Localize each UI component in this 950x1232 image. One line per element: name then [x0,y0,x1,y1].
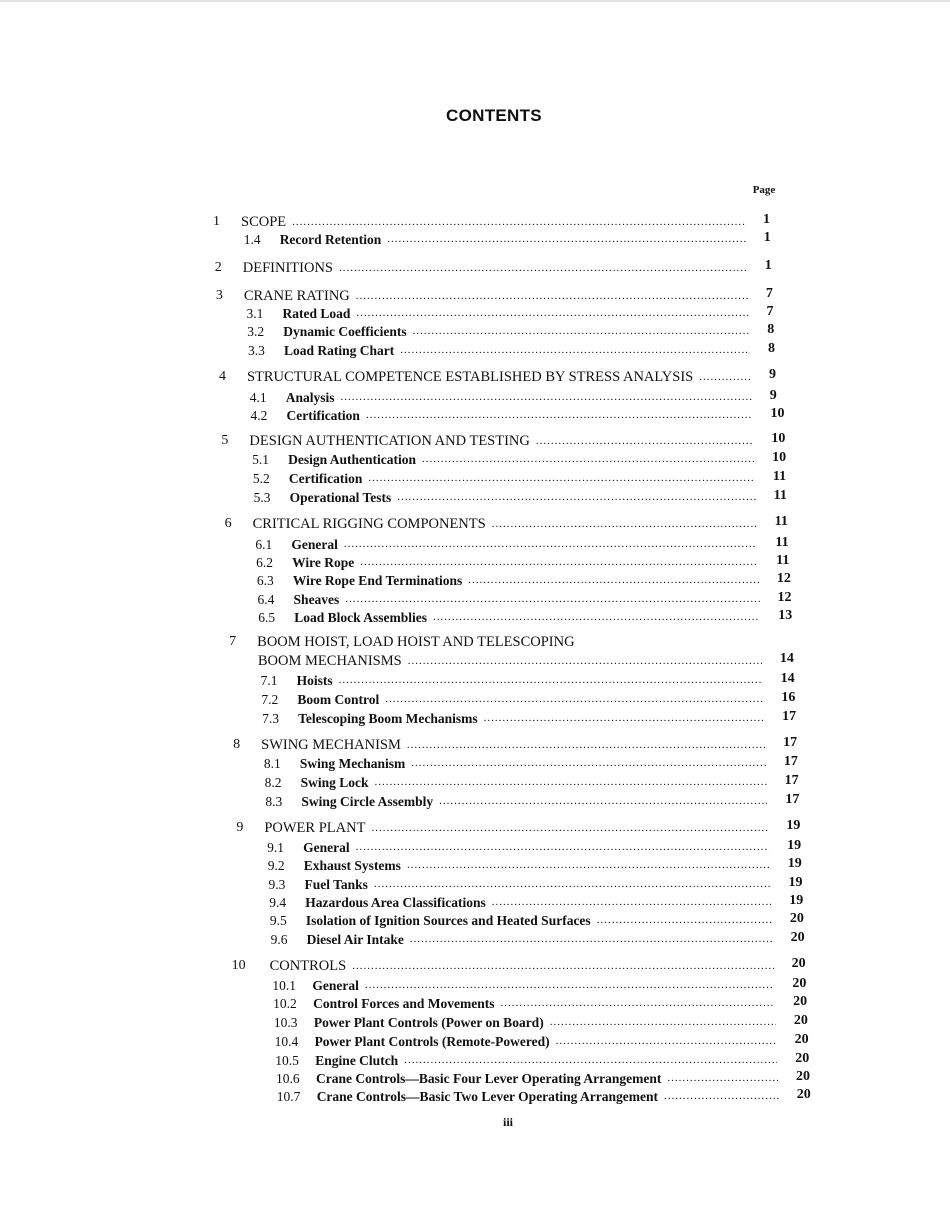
subsection-title[interactable] [294,610,760,626]
subsection-title[interactable] [301,775,767,791]
dot-leader [404,1055,777,1069]
section-title[interactable] [241,214,745,231]
dot-leader [356,842,770,856]
dot-leader [410,934,773,948]
subsection-title[interactable] [293,573,759,589]
subsection-number: 10.2 [273,996,297,1011]
section-page: 14 [779,651,794,666]
page-top-edge [0,0,950,2]
dot-leader [492,519,757,533]
section-page: 10 [771,431,786,446]
subsection-title[interactable] [312,978,774,994]
subsection-page: 17 [784,773,799,788]
subsection-number: 6.5 [258,610,276,625]
dot-leader [366,410,753,424]
subsection-title-label: Certification [288,471,363,486]
dot-leader [664,1091,779,1105]
subsection-title[interactable] [316,1071,778,1087]
section-title-label: DESIGN AUTHENTICATION AND TESTING [249,433,530,449]
subsection-number: 10.1 [272,978,297,993]
dot-leader [292,217,745,231]
subsection-number: 7.1 [260,673,278,688]
subsection-title-label: Control Forces and Movements [313,996,495,1011]
subsection-title-label: Telescoping Boom Mechanisms [298,711,478,726]
subsection-number: 4.1 [249,390,267,405]
dot-leader [365,980,775,994]
section-number: 5 [221,433,229,448]
subsection-number: 8.1 [263,756,281,771]
section-page: 1 [763,212,770,227]
subsection-number: 7.3 [262,711,279,726]
subsection-number: 5.3 [253,490,271,505]
subsection-title-label: Swing Mechanism [299,756,406,771]
subsection-title[interactable] [315,1053,777,1069]
section-title-label: STRUCTURAL COMPETENCE ESTABLISHED BY STRESS ANALYSIS [246,369,694,385]
section-title[interactable] [243,260,747,277]
subsection-title[interactable] [291,537,757,553]
section-number: 3 [215,288,223,303]
dot-leader [374,879,771,893]
dot-leader [356,291,748,305]
subsection-number: 8.3 [265,794,283,809]
subsection-title[interactable] [289,471,755,487]
subsection-title[interactable] [292,555,758,571]
section-title[interactable] [249,433,753,450]
subsection-title-label: Dynamic Coefficients [283,324,407,339]
dot-leader [339,263,747,277]
dot-leader [341,392,752,406]
subsection-title-label: Boom Control [297,692,380,707]
section-title-cont-label: BOOM MECHANISMS [257,653,402,669]
subsection-title-label: Exhaust Systems [303,858,401,873]
subsection-page: 12 [777,590,792,605]
subsection-title-label: Swing Lock [300,775,369,790]
subsection-number: 9.5 [269,913,287,928]
subsection-page: 20 [795,1051,810,1066]
section-title[interactable] [264,820,768,837]
subsection-page: 14 [780,671,795,686]
subsection-number: 9.4 [269,895,287,910]
section-page: 17 [783,735,798,750]
section-number: 1 [213,214,220,229]
section-number: 8 [233,737,241,752]
section-number: 10 [231,958,246,973]
subsection-title-label: Sheaves [293,592,340,607]
subsection-page: 17 [783,754,798,769]
subsection-page: 20 [796,1087,811,1102]
subsection-page: 16 [781,690,796,705]
dot-leader [597,915,772,929]
subsection-page: 10 [770,406,785,421]
subsection-title[interactable] [283,306,749,322]
subsection-title-label: Wire Rope [292,555,355,570]
section-title-cont[interactable] [258,653,762,670]
subsection-title-label: Analysis [285,390,335,405]
section-title-label: POWER PLANT [264,820,366,836]
subsection-title-label: Hazardous Area Classifications [305,895,486,910]
subsection-title-label: Wire Rope End Terminations [292,573,463,588]
subsection-title-label: Design Authentication [288,452,417,467]
section-page: 20 [791,956,806,971]
subsection-title-label: Load Block Assemblies [294,610,428,625]
dot-leader [397,492,755,506]
subsection-page: 20 [793,994,808,1009]
subsection-page: 17 [782,709,797,724]
section-page: 1 [764,258,772,273]
subsection-title[interactable] [288,452,754,468]
subsection-title-label: Certification [286,408,360,423]
section-title-label: CRANE RATING [243,288,350,304]
section-title[interactable] [247,369,751,386]
subsection-title[interactable] [301,794,767,810]
subsection-title[interactable] [314,1015,776,1031]
dot-leader [344,539,758,553]
dot-leader [368,473,755,487]
subsection-title-label: Swing Circle Assembly [301,794,434,809]
subsection-number: 5.1 [252,452,270,467]
subsection-title-label: Isolation of Ignition Sources and Heated Surfaces [305,913,591,928]
section-number: 4 [218,369,226,384]
subsection-title-label: Record Retention [279,232,382,247]
dot-leader [667,1073,778,1087]
subsection-page: 11 [772,469,787,484]
subsection-title-label: Power Plant Controls (Remote-Powered) [314,1034,550,1049]
dot-leader [468,575,759,589]
subsection-title-label: Rated Load [282,306,351,321]
dot-leader [413,326,750,340]
subsection-title-label: Crane Controls—Basic Four Lever Operating Arrangement [315,1071,662,1086]
section-title[interactable] [253,516,757,533]
subsection-page: 19 [789,893,804,908]
subsection-number: 1.4 [243,232,261,247]
subsection-title[interactable] [297,673,763,689]
subsection-number: 6.2 [256,555,273,570]
subsection-title[interactable] [317,1089,779,1105]
dot-leader [371,823,768,837]
section-title-label: BOOM HOIST, LOAD HOIST AND TELESCOPING [257,634,575,650]
subsection-title[interactable] [313,996,775,1012]
dot-leader [345,594,759,608]
section-page: 7 [765,286,773,301]
subsection-number: 8.2 [264,775,282,790]
subsection-page: 20 [795,1069,810,1084]
subsection-title[interactable] [304,858,770,874]
page-number-footer: iii [502,1115,513,1129]
subsection-number: 6.1 [255,537,273,552]
subsection-number: 10.3 [273,1015,298,1030]
subsection-title-label: Power Plant Controls (Power on Board) [313,1015,544,1030]
dot-leader [356,308,748,322]
subsection-title-label: Diesel Air Intake [306,932,404,947]
subsection-page: 20 [794,1032,809,1047]
subsection-page: 10 [772,450,787,465]
subsection-title[interactable] [297,692,763,708]
subsection-page: 19 [787,838,802,853]
subsection-title[interactable] [306,913,772,929]
section-title[interactable] [261,737,765,754]
subsection-number: 9.3 [268,877,286,892]
subsection-number: 3.1 [246,306,264,321]
subsection-title-label: Fuel Tanks [304,877,368,892]
subsection-page: 13 [778,608,793,623]
dot-leader [375,777,767,791]
subsection-page: 20 [792,976,807,991]
dot-leader [439,796,767,810]
subsection-number: 9.1 [267,840,284,855]
subsection-title[interactable] [300,756,766,772]
subsection-title-label: Crane Controls—Basic Two Lever Operating Arrangement [316,1089,659,1104]
subsection-number: 4.2 [250,408,268,423]
subsection-title[interactable] [305,877,771,893]
dot-leader [387,234,745,248]
subsection-number: 6.3 [256,573,274,588]
dot-leader [408,656,762,670]
subsection-title[interactable] [305,895,771,911]
subsection-page: 20 [793,1013,808,1028]
subsection-number: 10.7 [276,1089,301,1104]
page-title: CONTENTS [446,106,542,125]
subsection-number: 3.2 [247,324,265,339]
subsection-title[interactable] [286,408,752,424]
dot-leader [536,436,754,450]
section-number: 6 [224,516,232,531]
subsection-page: 1 [763,230,771,245]
section-title[interactable] [257,634,574,651]
dot-leader [699,372,751,386]
dot-leader [360,557,758,571]
section-title[interactable] [270,958,774,975]
dot-leader [500,998,775,1012]
section-title-label: CONTROLS [269,958,347,974]
dot-leader [339,675,763,689]
subsection-title-label: General [291,537,338,552]
dot-leader [550,1017,776,1031]
page-column-header: Page [752,184,776,196]
section-number: 7 [229,634,237,649]
subsection-number: 9.6 [270,932,288,947]
dot-leader [411,758,766,772]
subsection-number: 10.4 [274,1034,299,1049]
subsection-title-label: Hoists [296,673,333,688]
subsection-page: 12 [776,571,791,586]
section-number: 2 [214,260,222,275]
section-page: 19 [786,818,801,833]
section-title-label: SWING MECHANISM [261,737,401,753]
dot-leader [407,860,770,874]
section-title-label: CRITICAL RIGGING COMPONENTS [252,516,486,532]
subsection-page: 19 [788,875,803,890]
dot-leader [385,694,763,708]
subsection-title-label: General [312,978,359,993]
dot-leader [484,713,764,727]
subsection-title[interactable] [286,390,752,406]
subsection-page: 11 [776,553,790,568]
subsection-title-label: Operational Tests [289,490,392,505]
subsection-number: 9.2 [267,858,285,873]
dot-leader [352,961,773,975]
section-title[interactable] [244,288,748,305]
subsection-number: 10.6 [275,1071,300,1086]
subsection-page: 17 [785,792,800,807]
subsection-title-label: Load Rating Chart [283,343,395,358]
subsection-number: 7.2 [261,692,279,707]
subsection-page: 11 [775,535,789,550]
subsection-number: 5.2 [252,471,270,486]
subsection-title[interactable] [307,932,773,948]
dot-leader [433,612,760,626]
subsection-title-label: Engine Clutch [315,1053,399,1068]
section-title-label: SCOPE [241,214,287,230]
subsection-title[interactable] [303,840,769,856]
section-title-label: DEFINITIONS [242,260,333,276]
subsection-number: 10.5 [275,1053,299,1068]
subsection-page: 11 [773,488,787,503]
section-page: 9 [768,367,776,382]
dot-leader [400,345,750,359]
subsection-page: 7 [766,304,774,319]
subsection-title[interactable] [298,711,764,727]
dot-leader [422,454,754,468]
dot-leader [492,897,771,911]
dot-leader [556,1036,777,1050]
section-number: 9 [236,820,244,835]
subsection-page: 20 [789,911,804,926]
dot-leader [407,740,765,754]
section-page: 11 [774,514,788,529]
subsection-title[interactable] [284,343,750,359]
subsection-number: 3.3 [247,343,265,358]
subsection-page: 20 [790,930,805,945]
subsection-number: 6.4 [257,592,275,607]
subsection-page: 8 [767,322,775,337]
subsection-page: 19 [787,856,802,871]
subsection-title[interactable] [315,1034,777,1050]
subsection-title[interactable] [294,592,760,608]
subsection-title[interactable] [283,324,749,340]
subsection-title[interactable] [290,490,756,506]
subsection-title-label: General [303,840,350,855]
subsection-page: 9 [769,388,777,403]
subsection-page: 8 [767,341,775,356]
subsection-title[interactable] [280,232,746,248]
